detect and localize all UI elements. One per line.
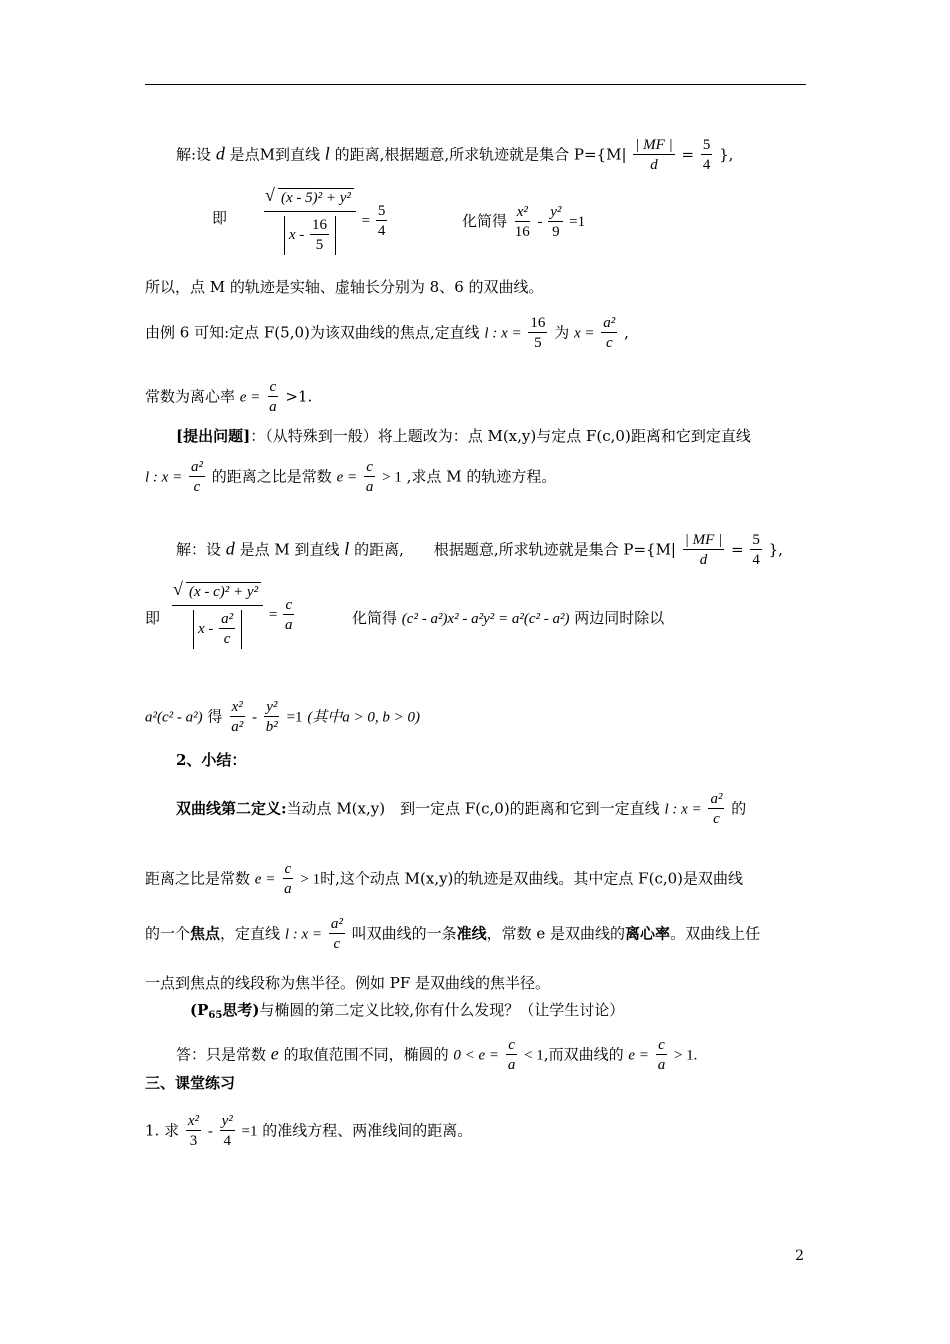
equation-1-label: 即	[212, 209, 228, 227]
equation-2-label: 即	[145, 609, 161, 627]
text: ，常数 e 是双曲线的	[486, 924, 626, 943]
numerator: 5	[377, 203, 386, 219]
denominator: 4	[223, 1133, 231, 1149]
numerator: c	[366, 459, 373, 475]
text: =	[730, 540, 744, 559]
numerator: | MF |	[635, 137, 673, 153]
definition-line-3	[145, 915, 760, 954]
header-rule	[145, 84, 806, 85]
text: 的	[731, 799, 747, 818]
denominator: 4	[702, 157, 711, 173]
fraction	[656, 1036, 668, 1075]
text: -	[252, 709, 257, 726]
text: l : x =	[664, 801, 702, 818]
text: > 1	[300, 871, 321, 888]
fraction	[220, 1112, 235, 1151]
fraction	[229, 698, 245, 737]
numerator: y²	[550, 204, 562, 220]
text: 常数为离心率	[145, 387, 236, 406]
text: -	[207, 1123, 213, 1140]
text: 距离之比是常数	[145, 869, 251, 888]
fraction	[267, 378, 279, 417]
question-line-2	[145, 458, 556, 497]
numerator: | MF |	[684, 532, 723, 548]
numerator: c	[658, 1037, 665, 1053]
equation-2: √ (x - c)² + y² x - $\frac{\text{a²}}{c}$ = $\frac{c}{a}$	[170, 582, 297, 649]
text: ,	[624, 323, 629, 342]
numerator: a²	[221, 611, 234, 627]
text: 解：设	[176, 540, 222, 559]
denominator: c	[713, 811, 720, 827]
numerator: 5	[702, 137, 711, 153]
denominator: 4	[752, 552, 760, 568]
text: 0 < e =	[453, 1047, 500, 1064]
fraction	[750, 531, 762, 570]
exercise-1	[145, 1112, 472, 1151]
fraction	[264, 188, 356, 255]
denominator: a	[507, 1057, 516, 1073]
text: },	[719, 145, 734, 164]
text: ：（从特殊到一般）将上题改为：点 M(x,y)与定点 F(c,0)距离和它到定直线	[250, 427, 751, 445]
heading: 三、课堂练习	[145, 1074, 236, 1092]
numerator: c	[269, 379, 277, 395]
denominator: c	[605, 335, 613, 351]
text: },	[768, 540, 783, 559]
text: > 1.	[673, 1047, 698, 1064]
eccentricity-line	[145, 378, 312, 417]
text: 的一个	[145, 924, 191, 943]
denominator: 5	[534, 335, 542, 351]
equation-1: √ (x - 5)² + y² x - $\frac{16}{5}$ = $\frac{5}{4}$	[262, 188, 389, 255]
solution-1-line	[176, 136, 733, 175]
fraction	[219, 610, 235, 649]
numerator: 5	[752, 532, 760, 548]
text: l : x =	[284, 926, 323, 943]
equation: a²(c² - a²)	[145, 709, 203, 726]
text: e =	[628, 1047, 649, 1064]
fraction	[683, 531, 724, 570]
denominator: a	[269, 399, 277, 415]
text: ，定直线	[220, 924, 281, 943]
text: >1.	[285, 387, 313, 406]
think-label: ($P_{65}$思考)	[190, 1001, 260, 1021]
denominator: d	[699, 552, 708, 568]
sqrt-expr: √ (x - c)² + y²	[186, 582, 261, 601]
fraction	[186, 1112, 201, 1151]
question-label: [提出问题]	[176, 427, 251, 445]
text: -	[537, 213, 543, 230]
numerator: a²	[710, 791, 723, 807]
text: x =	[573, 325, 595, 342]
fraction	[364, 458, 376, 497]
var-d: d	[215, 143, 225, 164]
fraction	[708, 790, 724, 829]
text: 的距离,根据题意,所求轨迹就是集合 P={M|	[334, 145, 627, 164]
text: e =	[254, 871, 276, 888]
text: 解:设	[176, 145, 212, 164]
text: =1	[569, 213, 586, 230]
equation-3	[145, 698, 420, 737]
simplified-2	[352, 608, 664, 629]
fraction	[264, 698, 280, 737]
text: ,而双曲线的	[543, 1045, 624, 1064]
numerator: y²	[266, 699, 278, 715]
numerator: x²	[187, 1113, 200, 1129]
denominator: a	[365, 479, 374, 495]
denominator: a²	[231, 719, 244, 735]
numerator: 16	[530, 315, 546, 331]
text: > 1	[382, 469, 402, 486]
text: 化简得	[462, 211, 508, 230]
text: 的准线方程、两准线间的距离。	[262, 1121, 473, 1140]
var-l: l	[324, 143, 330, 164]
fraction	[310, 216, 329, 255]
question-line-1	[176, 426, 751, 446]
fraction	[189, 458, 205, 497]
var-d: d	[225, 538, 235, 559]
denominator: c	[333, 936, 341, 952]
numerator: c	[284, 861, 292, 877]
text: 。双曲线上任	[670, 924, 761, 943]
numerator: x²	[516, 204, 528, 220]
text: 由例 6 可知:定点 F(5,0)为该双曲线的焦点,定直线	[145, 323, 480, 342]
text: 为	[554, 323, 570, 342]
numerator: a²	[330, 916, 343, 932]
text: e =	[239, 389, 261, 406]
numerator: c	[508, 1037, 515, 1053]
text: 的距离之比是常数	[211, 467, 332, 486]
heading: 2、小结：	[176, 751, 247, 769]
denominator: d	[650, 157, 658, 173]
fraction	[601, 314, 617, 353]
denominator: a	[284, 881, 292, 897]
term-directrix: 准线	[456, 924, 487, 943]
fraction	[513, 203, 532, 242]
text: (其中a > 0, b > 0)	[307, 709, 421, 726]
text: 两边同时除以	[574, 609, 665, 627]
definition-line-1	[176, 790, 746, 829]
fraction	[633, 136, 674, 175]
denominator: 9	[552, 224, 560, 240]
denominator: c	[193, 479, 201, 495]
denominator: b²	[265, 719, 278, 735]
term-focus: 焦点	[190, 924, 221, 943]
text: 与椭圆的第二定义比较,你有什么发现？（让学生讨论）	[259, 1001, 625, 1019]
equation: (c² - a²)x² - a²y² = a²(c² - a²)	[401, 611, 570, 627]
text: 的距离, 根据题意,所求轨迹就是集合 P={M|	[354, 540, 676, 559]
text: ,求点 M 的轨迹方程。	[406, 467, 557, 486]
conclusion-1: 所以，点 M 的轨迹是实轴、虚轴长分别为 8、6 的双曲线。	[145, 278, 544, 296]
definition-label: 双曲线第二定义:	[176, 799, 287, 818]
text: 答：只是常数	[176, 1045, 267, 1064]
text: l : x =	[484, 325, 522, 342]
fraction	[282, 860, 294, 899]
text: =	[681, 145, 695, 164]
page-number: 2	[795, 1248, 804, 1264]
var-l: l	[344, 538, 350, 559]
text: 时,这个动点 M(x,y)的轨迹是双曲线。其中定点 F(c,0)是双曲线	[320, 869, 744, 888]
text: x -	[288, 226, 309, 243]
numerator: 16	[312, 217, 328, 233]
text: < 1	[524, 1047, 544, 1064]
denominator: 3	[189, 1133, 198, 1149]
section-3-heading	[145, 1073, 235, 1093]
text: 叫双曲线的一条	[351, 924, 457, 943]
fraction	[376, 202, 388, 241]
text: 化简得	[352, 609, 398, 627]
text: 得	[207, 707, 223, 726]
text: 求	[164, 1121, 180, 1140]
var-e: e	[270, 1043, 279, 1064]
denominator: a	[285, 617, 293, 633]
text: 的取值范围不同，椭圆的	[283, 1045, 449, 1064]
denominator: a	[657, 1057, 666, 1073]
denominator: c	[223, 631, 231, 647]
term-eccentricity: 离心率	[625, 924, 671, 943]
denominator: 5	[315, 237, 324, 253]
text: e =	[336, 469, 358, 486]
denominator: 4	[377, 223, 386, 239]
numerator: x²	[231, 699, 243, 715]
fraction	[283, 596, 295, 635]
numerator: c	[285, 597, 293, 613]
text: l : x =	[145, 469, 183, 486]
solution-2-line	[176, 531, 783, 570]
numerator: a²	[603, 315, 616, 331]
summary-heading	[176, 750, 246, 770]
text: 是点M到直线	[229, 145, 320, 164]
numerator: a²	[190, 459, 203, 475]
fraction	[548, 203, 563, 242]
answer-line	[176, 1036, 697, 1075]
text: =1	[241, 1123, 258, 1140]
think-line	[190, 1000, 624, 1020]
numerator: y²	[221, 1113, 233, 1129]
fraction	[329, 915, 345, 954]
example-6-line	[145, 314, 629, 353]
fraction	[506, 1036, 518, 1075]
text: 1.	[145, 1121, 160, 1140]
definition-line-2	[145, 860, 743, 899]
sqrt-expr: √ (x - 5)² + y²	[278, 188, 354, 207]
text: 是点 M 到直线	[239, 540, 340, 559]
definition-line-4: 一点到焦点的线段称为焦半径。例如 PF 是双曲线的焦半径。	[145, 974, 551, 992]
simplified-1	[462, 203, 585, 242]
fraction	[172, 582, 263, 649]
text: 当动点 M(x,y) 到一定点 F(c,0)的距离和它到一定直线	[286, 799, 660, 818]
text: =1	[286, 709, 303, 726]
fraction	[528, 314, 547, 353]
text: x -	[197, 620, 218, 637]
fraction	[701, 136, 713, 175]
denominator: 16	[514, 224, 530, 240]
